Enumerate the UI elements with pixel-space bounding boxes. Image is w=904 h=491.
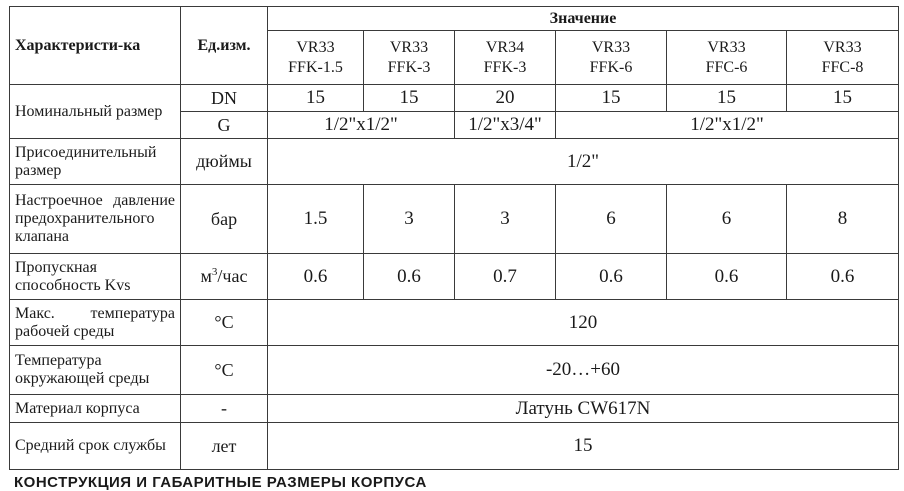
dn-value: 15 — [364, 85, 455, 112]
row-label-ambient-temperature: Температура окружающей среды — [10, 346, 181, 395]
row-label-body-material: Материал корпуса — [10, 395, 181, 423]
pressure-value: 8 — [787, 185, 899, 254]
flow-value: 0.6 — [268, 254, 364, 300]
unit-years: лет — [181, 423, 268, 470]
unit-inches: дюймы — [181, 139, 268, 185]
body-material-value: Латунь CW617N — [268, 395, 899, 423]
g-value: 1/2"x1/2" — [268, 112, 455, 139]
unit-g: G — [181, 112, 268, 139]
dn-value: 15 — [556, 85, 667, 112]
model-header: VR33 FFK-3 — [364, 31, 455, 85]
model-header: VR33 FFK-1.5 — [268, 31, 364, 85]
dn-value: 15 — [268, 85, 364, 112]
service-life-value: 15 — [268, 423, 899, 470]
row-label-flow-capacity: Пропускная способность Kvs — [10, 254, 181, 300]
unit-celsius: °С — [181, 346, 268, 395]
header-characteristic: Характеристи-ка — [10, 7, 181, 85]
header-value: Значение — [268, 7, 899, 31]
max-temperature-value: 120 — [268, 300, 899, 346]
section-heading-construction: КОНСТРУКЦИЯ И ГАБАРИТНЫЕ РАЗМЕРЫ КОРПУСА — [14, 474, 427, 491]
dn-value: 15 — [667, 85, 787, 112]
row-label-connection-size: Присоединительный размер — [10, 139, 181, 185]
model-header: VR33 FFC-6 — [667, 31, 787, 85]
unit-m3-per-hour: $м^3$/час — [181, 254, 268, 300]
row-label-nominal-size: Номинальный размер — [10, 85, 181, 139]
pressure-value: 6 — [667, 185, 787, 254]
specifications-table — [9, 6, 899, 470]
flow-value: 0.6 — [667, 254, 787, 300]
unit-dn: DN — [181, 85, 268, 112]
flow-value: 0.6 — [787, 254, 899, 300]
dn-value: 15 — [787, 85, 899, 112]
flow-value: 0.6 — [364, 254, 455, 300]
pressure-value: 3 — [455, 185, 556, 254]
unit-dash: - — [181, 395, 268, 423]
row-label-relief-pressure: Настроечное давление предохранительного клапана — [10, 185, 181, 254]
g-value: 1/2"x1/2" — [556, 112, 899, 139]
row-label-service-life: Средний срок службы — [10, 423, 181, 470]
flow-value: 0.7 — [455, 254, 556, 300]
model-header: VR34 FFK-3 — [455, 31, 556, 85]
dn-value: 20 — [455, 85, 556, 112]
connection-value: 1/2" — [268, 139, 899, 185]
model-header: VR33 FFK-6 — [556, 31, 667, 85]
ambient-temperature-value: -20…+60 — [268, 346, 899, 395]
header-unit: Ед.изм. — [181, 7, 268, 85]
g-value: 1/2"x3/4" — [455, 112, 556, 139]
model-header: VR33 FFC-8 — [787, 31, 899, 85]
pressure-value: 3 — [364, 185, 455, 254]
unit-celsius: °С — [181, 300, 268, 346]
pressure-value: 1.5 — [268, 185, 364, 254]
row-label-max-temperature: Макс. температура рабочей среды — [10, 300, 181, 346]
flow-value: 0.6 — [556, 254, 667, 300]
pressure-value: 6 — [556, 185, 667, 254]
unit-bar: бар — [181, 185, 268, 254]
